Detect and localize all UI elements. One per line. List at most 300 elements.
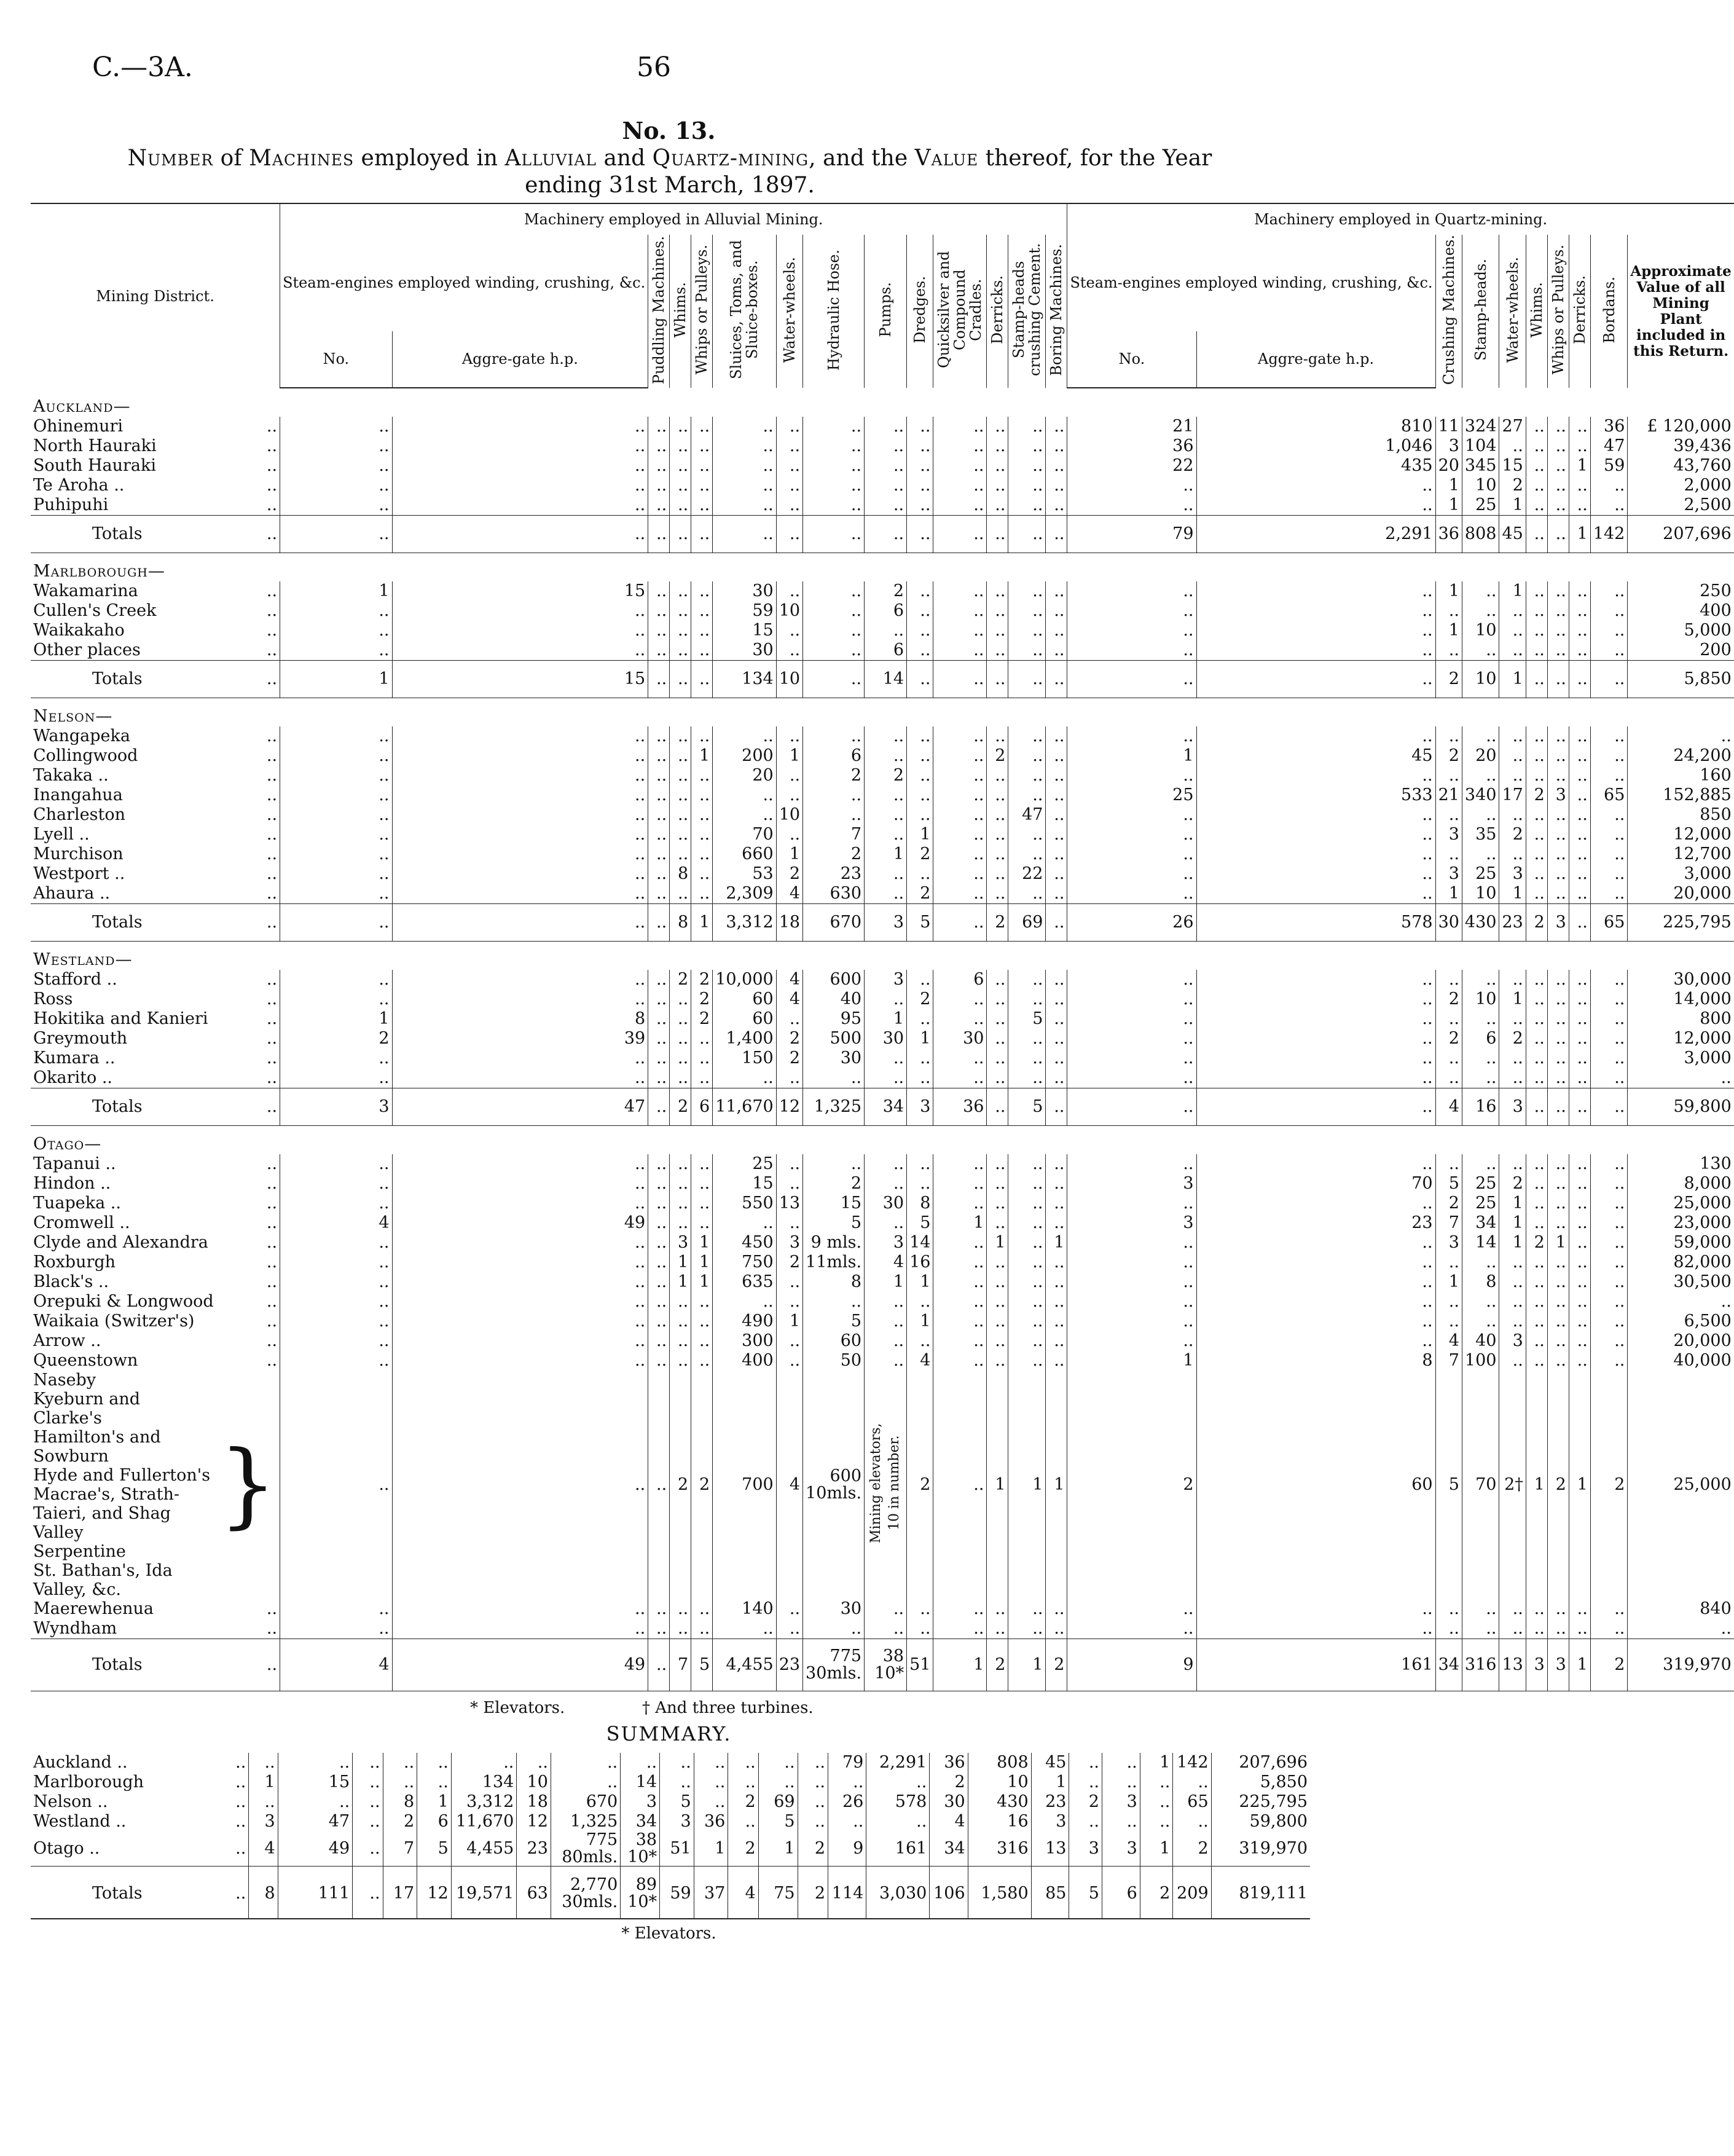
col-header-steam-quartz: Steam-engines employed winding, crushing, &c. bbox=[1067, 235, 1435, 331]
table-cell: .. bbox=[694, 1792, 728, 1812]
table-cell: 7 bbox=[1435, 1351, 1462, 1371]
table-cell: .. bbox=[691, 640, 713, 661]
table-cell: .. bbox=[670, 1009, 691, 1029]
table-cell: 1 bbox=[280, 661, 392, 698]
table-cell: .. bbox=[803, 805, 865, 825]
leader-dots: .. bbox=[266, 436, 278, 456]
table-cell: .. bbox=[1547, 726, 1569, 746]
table-cell: .. bbox=[987, 1351, 1008, 1371]
brace: } bbox=[218, 1431, 278, 1539]
table-cell: .. bbox=[648, 1272, 670, 1292]
table-cell: .. bbox=[392, 726, 648, 746]
col-header-stampcement bbox=[1008, 235, 1046, 388]
table-cell: .. bbox=[776, 1599, 802, 1619]
table-cell: 1 bbox=[1499, 1233, 1526, 1253]
table-cell: .. bbox=[1462, 1253, 1499, 1272]
district-heading: Nelson— bbox=[33, 707, 113, 726]
table-cell: 1 bbox=[691, 746, 713, 766]
table-cell: 3 bbox=[1499, 864, 1526, 884]
table-cell: .. bbox=[1067, 1029, 1196, 1048]
table-cell: .. bbox=[865, 1292, 907, 1312]
table-cell: .. bbox=[1196, 1068, 1435, 1088]
table-cell: 53 bbox=[713, 864, 776, 884]
table-cell: .. bbox=[648, 1048, 670, 1068]
table-cell: 4 bbox=[776, 989, 802, 1009]
table-cell: .. bbox=[691, 621, 713, 640]
table-cell: .. bbox=[1526, 1194, 1547, 1213]
table-cell: 1 bbox=[280, 581, 392, 601]
table-cell: .. bbox=[392, 746, 648, 766]
table-cell: 10 bbox=[1462, 621, 1499, 640]
col-header-sluices bbox=[713, 235, 776, 388]
pumps-note: Mining elevators, 10 in number. bbox=[868, 1423, 903, 1543]
title-word: Alluvial bbox=[504, 146, 597, 171]
table-cell: .. bbox=[280, 1292, 392, 1312]
table-cell: .. bbox=[1590, 726, 1628, 746]
table-cell: .. bbox=[803, 456, 865, 476]
table-cell: .. bbox=[803, 581, 865, 601]
table-cell: .. bbox=[392, 1068, 648, 1088]
table-cell: 1 bbox=[691, 1253, 713, 1272]
table-row bbox=[31, 1599, 1734, 1619]
table-cell: .. bbox=[1046, 785, 1067, 805]
table-cell: .. bbox=[1008, 1619, 1046, 1639]
table-cell: .. bbox=[383, 1772, 417, 1792]
quicksilver-label: Quicksilver and Compound Cradles. bbox=[935, 251, 985, 369]
table-row bbox=[31, 476, 1734, 495]
table-cell: .. bbox=[648, 1154, 670, 1174]
table-cell: .. bbox=[803, 1292, 865, 1312]
table-cell: .. bbox=[280, 825, 392, 844]
table-cell: .. bbox=[1569, 495, 1590, 516]
table-cell: 20,000 bbox=[1628, 1331, 1734, 1351]
table-cell: .. bbox=[1196, 1029, 1435, 1048]
table-cell: .. bbox=[933, 456, 987, 476]
table-cell: 20 bbox=[713, 766, 776, 785]
table-cell: .. bbox=[1046, 581, 1067, 601]
title-word: thereof, for the Year bbox=[985, 146, 1212, 171]
table-cell: 1 bbox=[670, 1253, 691, 1272]
table-cell: .. bbox=[1547, 1174, 1569, 1194]
table-cell: .. bbox=[1046, 1351, 1067, 1371]
table-cell: 25 bbox=[1462, 1174, 1499, 1194]
table-cell: 30 bbox=[803, 1048, 865, 1068]
district-heading-row bbox=[31, 698, 1734, 727]
main-table-body bbox=[31, 388, 1734, 1691]
table-cell: 12 bbox=[417, 1867, 452, 1919]
table-cell: 23 bbox=[1031, 1792, 1069, 1812]
table-cell: .. bbox=[648, 884, 670, 904]
table-cell: .. bbox=[1526, 1029, 1547, 1048]
table-cell: .. bbox=[249, 1792, 278, 1812]
table-cell: .. bbox=[392, 1371, 648, 1599]
table-cell: 2,770 30mls. bbox=[551, 1867, 620, 1919]
table-cell: .. bbox=[987, 1272, 1008, 1292]
table-cell: 775 30mls. bbox=[803, 1639, 865, 1691]
table-cell: .. bbox=[798, 1772, 828, 1792]
table-cell: .. bbox=[1499, 844, 1526, 864]
table-cell: .. bbox=[907, 495, 933, 516]
col-header-steam-alluvial: Steam-engines employed winding, crushing, &c. bbox=[280, 235, 648, 331]
table-cell: 2 bbox=[798, 1831, 828, 1867]
table-cell: .. bbox=[865, 746, 907, 766]
table-cell: .. bbox=[392, 844, 648, 864]
table-cell: 200 bbox=[1628, 640, 1734, 661]
title-word: , and the bbox=[809, 146, 908, 171]
table-cell: .. bbox=[865, 516, 907, 553]
table-cell: .. bbox=[865, 495, 907, 516]
table-cell: 3 bbox=[660, 1812, 694, 1831]
col-header-whims bbox=[670, 235, 691, 388]
table-cell: 2 bbox=[670, 970, 691, 989]
table-cell: 2 bbox=[865, 766, 907, 785]
table-cell: .. bbox=[1590, 805, 1628, 825]
table-cell: .. bbox=[1462, 640, 1499, 661]
table-cell: .. bbox=[280, 805, 392, 825]
table-cell: 435 bbox=[1196, 456, 1435, 476]
table-cell: .. bbox=[987, 1312, 1008, 1331]
table-cell: 600 bbox=[803, 970, 865, 989]
table-cell: .. bbox=[280, 495, 392, 516]
district-name: Wakamarina bbox=[33, 581, 138, 601]
table-cell: .. bbox=[1196, 864, 1435, 884]
table-cell: .. bbox=[987, 970, 1008, 989]
table-cell: 142 bbox=[1590, 516, 1628, 553]
table-cell: .. bbox=[1499, 1599, 1526, 1619]
col-header-dredges bbox=[907, 235, 933, 388]
table-cell: 17 bbox=[383, 1867, 417, 1919]
table-cell: .. bbox=[1435, 1154, 1462, 1174]
table-cell: 11 bbox=[1435, 417, 1462, 436]
table-cell: .. bbox=[1547, 970, 1569, 989]
table-cell: .. bbox=[713, 495, 776, 516]
table-cell: 15 bbox=[1499, 456, 1526, 476]
table-cell: .. bbox=[648, 785, 670, 805]
table-cell: 2 bbox=[1046, 1639, 1067, 1691]
table-cell: 11,670 bbox=[451, 1812, 517, 1831]
table-cell: .. bbox=[670, 884, 691, 904]
table-cell: .. bbox=[1499, 1154, 1526, 1174]
table-cell: 30 bbox=[930, 1792, 968, 1812]
table-cell: .. bbox=[803, 1154, 865, 1174]
district-name: Hokitika and Kanieri bbox=[33, 1009, 208, 1029]
table-cell: .. bbox=[1499, 1312, 1526, 1331]
table-cell: .. bbox=[280, 989, 392, 1009]
table-cell: 500 bbox=[803, 1029, 865, 1048]
table-cell: 2 bbox=[803, 844, 865, 864]
leader-dots: .. bbox=[266, 746, 278, 766]
table-cell: .. bbox=[1590, 1272, 1628, 1292]
table-cell: 10,000 bbox=[713, 970, 776, 989]
table-cell: .. bbox=[517, 1753, 551, 1772]
table-cell: 1 bbox=[907, 1312, 933, 1331]
table-cell: 1 bbox=[1547, 1233, 1569, 1253]
table-row bbox=[31, 1753, 1310, 1772]
table-cell: .. bbox=[670, 766, 691, 785]
table-cell: .. bbox=[691, 495, 713, 516]
table-cell: 3 bbox=[670, 1233, 691, 1253]
table-cell: 1 bbox=[691, 1233, 713, 1253]
district-heading-row bbox=[31, 1126, 1734, 1155]
table-cell: 6 bbox=[803, 746, 865, 766]
table-cell: 12,000 bbox=[1628, 1029, 1734, 1048]
title-line-2: ending 31st March, 1897. bbox=[525, 173, 815, 198]
table-cell: .. bbox=[907, 417, 933, 436]
table-cell: 4 bbox=[865, 1253, 907, 1272]
table-cell: .. bbox=[670, 1194, 691, 1213]
district-name: Westland .. bbox=[33, 1812, 127, 1831]
table-cell: .. bbox=[776, 1154, 802, 1174]
district-heading: Otago— bbox=[33, 1135, 102, 1154]
table-cell: .. bbox=[1526, 970, 1547, 989]
table-cell: .. bbox=[1590, 1194, 1628, 1213]
table-cell: .. bbox=[907, 1009, 933, 1029]
grouped-district-name: Hamilton's and Sowburn bbox=[33, 1428, 161, 1466]
table-cell: .. bbox=[648, 640, 670, 661]
table-cell: .. bbox=[1569, 1068, 1590, 1088]
table-cell: 114 bbox=[828, 1867, 866, 1919]
leader-dots: .. bbox=[235, 1812, 246, 1831]
table-cell: .. bbox=[392, 766, 648, 785]
table-cell: .. bbox=[1526, 825, 1547, 844]
table-cell: 670 bbox=[803, 904, 865, 942]
table-cell: .. bbox=[280, 1154, 392, 1174]
dredges-label: Dredges. bbox=[911, 276, 929, 344]
table-cell: 1 bbox=[987, 1233, 1008, 1253]
table-cell: .. bbox=[1526, 844, 1547, 864]
table-cell: .. bbox=[933, 417, 987, 436]
table-cell: .. bbox=[280, 436, 392, 456]
table-cell: .. bbox=[648, 1292, 670, 1312]
table-cell: 4,455 bbox=[451, 1831, 517, 1867]
table-cell: .. bbox=[776, 766, 802, 785]
table-cell: 10 bbox=[1462, 989, 1499, 1009]
table-row bbox=[31, 1772, 1310, 1792]
totals-label: Totals bbox=[31, 516, 216, 553]
table-cell: .. bbox=[1046, 601, 1067, 621]
col-header-stampheads bbox=[1462, 235, 1499, 388]
table-cell: 1 bbox=[1499, 989, 1526, 1009]
table-cell: .. bbox=[933, 1351, 987, 1371]
table-cell: 808 bbox=[1462, 516, 1499, 553]
table-cell: .. bbox=[1499, 746, 1526, 766]
totals-row bbox=[31, 904, 1734, 942]
table-cell: .. bbox=[907, 601, 933, 621]
table-cell: .. bbox=[648, 989, 670, 1009]
table-cell: .. bbox=[865, 456, 907, 476]
table-cell: 4 bbox=[728, 1867, 758, 1919]
table-cell: 400 bbox=[713, 1351, 776, 1371]
table-cell: .. bbox=[670, 1213, 691, 1233]
table-cell: 39 bbox=[392, 1029, 648, 1048]
table-cell: 63 bbox=[517, 1867, 551, 1919]
table-cell: 2 bbox=[907, 1371, 933, 1599]
table-cell: .. bbox=[1008, 1213, 1046, 1233]
table-cell: 65 bbox=[1173, 1792, 1211, 1812]
table-cell: 79 bbox=[1067, 516, 1196, 553]
table-cell: .. bbox=[280, 766, 392, 785]
table-cell: .. bbox=[648, 746, 670, 766]
table-cell: 36 bbox=[930, 1753, 968, 1772]
table-row bbox=[31, 1812, 1310, 1831]
table-cell: .. bbox=[1569, 1213, 1590, 1233]
table-cell: .. bbox=[670, 1068, 691, 1088]
table-cell: .. bbox=[280, 640, 392, 661]
table-cell: 4 bbox=[930, 1812, 968, 1831]
table-cell: .. bbox=[1590, 601, 1628, 621]
table-cell: .. bbox=[987, 581, 1008, 601]
table-cell: .. bbox=[1499, 1253, 1526, 1272]
col-header-puddling bbox=[648, 235, 670, 388]
table-cell: 16 bbox=[907, 1253, 933, 1272]
table-cell: .. bbox=[1590, 1009, 1628, 1029]
table-cell: 225,795 bbox=[1211, 1792, 1310, 1812]
table-cell: .. bbox=[1547, 1253, 1569, 1272]
table-cell: .. bbox=[1435, 766, 1462, 785]
table-cell: .. bbox=[670, 1154, 691, 1174]
table-cell: 209 bbox=[1173, 1867, 1211, 1919]
table-cell: .. bbox=[392, 805, 648, 825]
table-cell: 47 bbox=[1008, 805, 1046, 825]
table-cell: .. bbox=[713, 1213, 776, 1233]
table-cell: .. bbox=[776, 456, 802, 476]
table-cell: .. bbox=[1590, 1088, 1628, 1126]
table-cell: .. bbox=[280, 1312, 392, 1331]
summary-footnote: * Elevators. bbox=[621, 1924, 716, 1943]
table-cell: .. bbox=[987, 1599, 1008, 1619]
table-cell: .. bbox=[1067, 1312, 1196, 1331]
table-cell: .. bbox=[987, 417, 1008, 436]
table-cell: .. bbox=[1590, 989, 1628, 1009]
table-cell: .. bbox=[1569, 844, 1590, 864]
table-cell: .. bbox=[670, 785, 691, 805]
table-cell: .. bbox=[933, 1292, 987, 1312]
table-cell: 8 bbox=[670, 864, 691, 884]
table-cell: 3,312 bbox=[451, 1792, 517, 1812]
district-name: Wangapeka bbox=[33, 726, 130, 746]
table-cell: .. bbox=[1067, 1272, 1196, 1292]
table-cell: .. bbox=[865, 621, 907, 640]
table-cell: .. bbox=[392, 621, 648, 640]
district-name: Collingwood bbox=[33, 746, 138, 766]
table-cell: .. bbox=[933, 640, 987, 661]
table-cell: .. bbox=[392, 1599, 648, 1619]
table-cell: .. bbox=[1590, 1029, 1628, 1048]
table-cell: 51 bbox=[660, 1831, 694, 1867]
table-cell: 1 bbox=[1046, 1371, 1067, 1599]
leader-dots: .. bbox=[266, 970, 278, 989]
table-cell: .. bbox=[660, 1753, 694, 1772]
district-name: North Hauraki bbox=[33, 436, 157, 456]
table-cell: 1 bbox=[865, 1272, 907, 1292]
col-header-waterwheels-quartz bbox=[1499, 235, 1526, 388]
table-cell: .. bbox=[1008, 1029, 1046, 1048]
table-cell: .. bbox=[776, 1174, 802, 1194]
table-cell: .. bbox=[1008, 844, 1046, 864]
leader-dots: .. bbox=[266, 1068, 278, 1088]
col-header-whips-quartz bbox=[1547, 235, 1569, 388]
table-cell: 1 bbox=[1569, 1639, 1590, 1691]
table-cell: .. bbox=[1102, 1753, 1140, 1772]
table-cell: .. bbox=[1499, 766, 1526, 785]
table-cell: 36 bbox=[1067, 436, 1196, 456]
table-cell: 14 bbox=[621, 1772, 660, 1792]
table-cell: .. bbox=[1499, 1009, 1526, 1029]
table-cell: .. bbox=[1590, 1253, 1628, 1272]
table-cell: 17 bbox=[1499, 785, 1526, 805]
table-cell: .. bbox=[648, 1088, 670, 1126]
leader-dots: .. bbox=[216, 1088, 280, 1126]
table-cell: .. bbox=[670, 661, 691, 698]
table-cell: .. bbox=[1008, 726, 1046, 746]
table-cell: .. bbox=[933, 1154, 987, 1174]
table-cell: 130 bbox=[1628, 1154, 1734, 1174]
table-cell: .. bbox=[1435, 1048, 1462, 1068]
table-cell: 10 bbox=[968, 1772, 1031, 1792]
table-cell: .. bbox=[1046, 661, 1067, 698]
table-cell: 4 bbox=[280, 1213, 392, 1233]
table-cell: 578 bbox=[1196, 904, 1435, 942]
table-cell: .. bbox=[1067, 1194, 1196, 1213]
col-header-agg: Aggre-gate h.p. bbox=[392, 331, 648, 388]
table-cell: .. bbox=[933, 1599, 987, 1619]
table-cell: .. bbox=[280, 746, 392, 766]
bordans-label: Bordans. bbox=[1600, 276, 1618, 344]
table-cell: .. bbox=[1569, 1009, 1590, 1029]
table-cell: 850 bbox=[1628, 805, 1734, 825]
table-cell: .. bbox=[1008, 495, 1046, 516]
table-cell: 8,000 bbox=[1628, 1174, 1734, 1194]
table-cell: 49 bbox=[392, 1639, 648, 1691]
table-cell: 2 bbox=[803, 766, 865, 785]
table-cell: 69 bbox=[758, 1792, 798, 1812]
table-cell: 45 bbox=[1196, 746, 1435, 766]
totals-label: Totals bbox=[31, 904, 216, 942]
table-cell: .. bbox=[1590, 661, 1628, 698]
table-cell: .. bbox=[691, 1194, 713, 1213]
table-cell: 2 bbox=[1069, 1792, 1102, 1812]
table-cell: .. bbox=[280, 476, 392, 495]
table-cell: .. bbox=[691, 805, 713, 825]
table-cell: .. bbox=[1435, 1253, 1462, 1272]
hose-label: Hydraulic Hose. bbox=[825, 249, 842, 371]
table-cell: 1 bbox=[933, 1213, 987, 1233]
table-cell: .. bbox=[648, 805, 670, 825]
table-cell: 36 bbox=[1590, 417, 1628, 436]
district-name: Ross bbox=[33, 989, 73, 1009]
table-cell: .. bbox=[648, 456, 670, 476]
table-cell: 59,000 bbox=[1628, 1233, 1734, 1253]
table-cell: .. bbox=[933, 1174, 987, 1194]
table-cell: 10 bbox=[517, 1772, 551, 1792]
table-cell: 10 bbox=[1462, 476, 1499, 495]
leader-dots: .. bbox=[266, 1619, 278, 1639]
table-cell: .. bbox=[1547, 661, 1569, 698]
table-cell: 1,400 bbox=[713, 1029, 776, 1048]
table-cell: 1 bbox=[1569, 456, 1590, 476]
table-cell: 11mls. bbox=[803, 1253, 865, 1272]
table-cell: .. bbox=[383, 1753, 417, 1772]
table-cell: 10 bbox=[776, 601, 802, 621]
table-cell: 1 bbox=[1008, 1639, 1046, 1691]
table-cell: .. bbox=[280, 1174, 392, 1194]
table-cell: .. bbox=[1590, 1068, 1628, 1088]
leader-dots: .. bbox=[266, 844, 278, 864]
table-cell: .. bbox=[1069, 1772, 1102, 1792]
col-header-boring bbox=[1046, 235, 1067, 388]
table-cell: 25 bbox=[1462, 1194, 1499, 1213]
leader-dots: .. bbox=[266, 1599, 278, 1619]
